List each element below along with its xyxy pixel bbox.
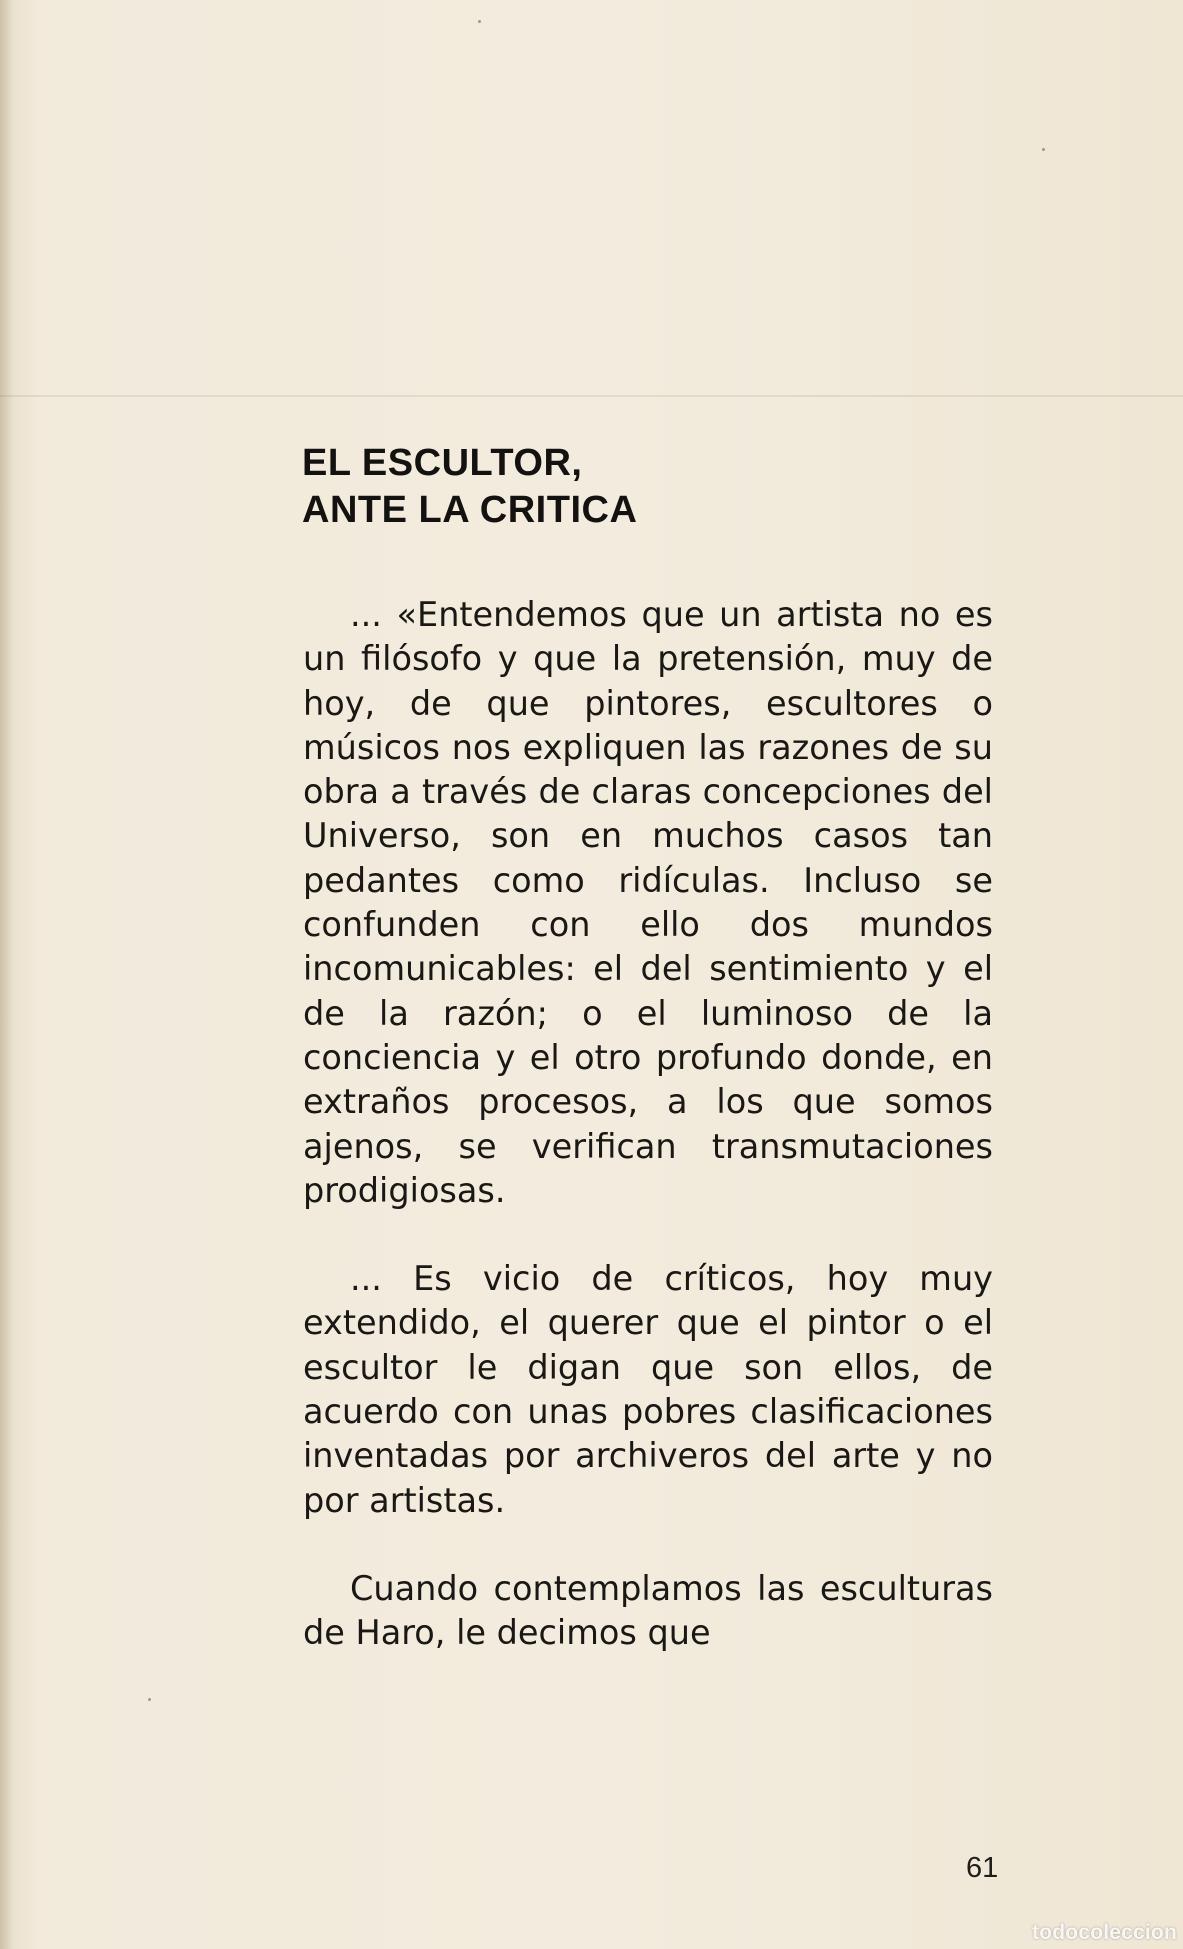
page-number: 61 xyxy=(966,1852,999,1884)
paragraph-3: Cuando contemplamos las esculturas de Haro, le decimos que xyxy=(303,1568,993,1653)
paper-speck xyxy=(1042,148,1045,151)
paragraph-1: ... «Entendemos que un artista no es un filósofo y que la pretensión, muy de hoy, de que pintores, escultores o músicos nos expliquen las razones de su obra a través de claras concepciones del Universo, son en muchos casos tan pedantes como ridículas. Incluso se confunden con ello dos mundos incomunicables: el del sentimiento y el de la razón; o el luminoso de la conciencia y el otro profundo donde, en extraños procesos, a los que somos ajenos, se verifican transmutaciones prodigiosas. xyxy=(303,595,993,1210)
page-crease xyxy=(0,395,1183,397)
heading-line-2: ANTE LA CRITICA xyxy=(302,489,638,531)
watermark-logo: todocoleccion xyxy=(1032,1921,1177,1944)
chapter-heading xyxy=(302,440,637,534)
page-edge-shadow xyxy=(0,0,14,1949)
paragraph-2: ... Es vicio de críticos, hoy muy extendido, el querer que el pintor o el escultor le digan que son ellos, de acuerdo con unas pobres clasificaciones inventadas por archiveros del arte y no por artistas. xyxy=(303,1259,993,1520)
body-text xyxy=(303,593,993,1656)
paper-speck xyxy=(148,1698,151,1701)
paper-speck xyxy=(478,20,481,23)
heading-line-1: EL ESCULTOR, xyxy=(302,442,583,484)
